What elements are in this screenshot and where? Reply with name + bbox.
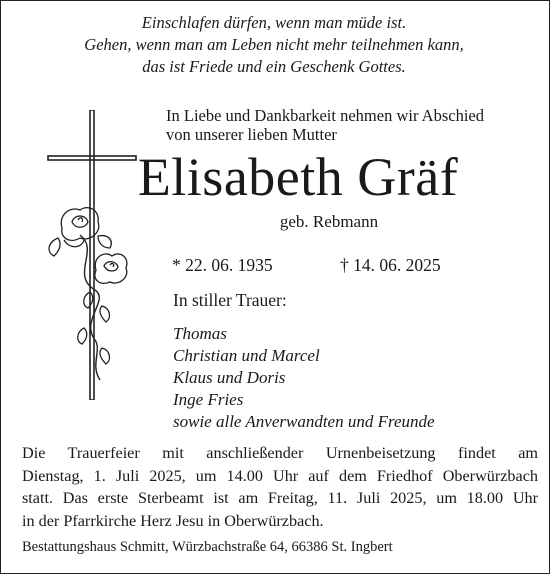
service-info [22, 442, 538, 532]
mourners-list [173, 323, 435, 433]
death-date: † 14. 06. 2025 [340, 255, 441, 275]
intro-text [166, 106, 536, 144]
mourner-name: Klaus und Doris [173, 368, 286, 387]
poem-line: Einschlafen dürfen, wenn man müde ist. [141, 13, 407, 32]
intro-line: In Liebe und Dankbarkeit nehmen wir Abschied [166, 106, 484, 125]
poem-line: das ist Friede und ein Geschenk Gottes. [142, 57, 406, 76]
service-line: in der Pfarrkirche Herz Jesu in Oberwürzbach. [22, 511, 324, 530]
mourner-name: Inge Fries [173, 390, 244, 409]
intro-line: von unserer lieben Mutter [166, 125, 337, 144]
mourner-name: Thomas [173, 324, 227, 343]
mourner-name: Christian und Marcel [173, 346, 320, 365]
deceased-name: Elisabeth Gräf [137, 147, 459, 207]
maiden-name: geb. Rebmann [279, 212, 379, 231]
poem-line: Gehen, wenn man am Leben nicht mehr teilnehmen kann, [84, 35, 464, 54]
service-line: Dienstag, 1. Juli 2025, um 14.00 Uhr auf dem Friedhof Oberwürzbach [22, 466, 538, 485]
mourning-label: In stiller Trauer: [173, 290, 287, 310]
service-line: Die Trauerfeier mit anschließender Urnenbeisetzung findet am [22, 444, 538, 462]
undertaker-info: Bestattungshaus Schmitt, Würzbachstraße 64, 66386 St. Ingbert [22, 539, 393, 555]
service-line: statt. Das erste Sterbeamt ist am Freitag, 11. Juli 2025, um 18.00 Uhr [22, 489, 538, 507]
poem [0, 12, 548, 78]
mourner-name: sowie alle Anverwandten und Freunde [173, 412, 435, 431]
birth-date: * 22. 06. 1935 [172, 255, 273, 275]
